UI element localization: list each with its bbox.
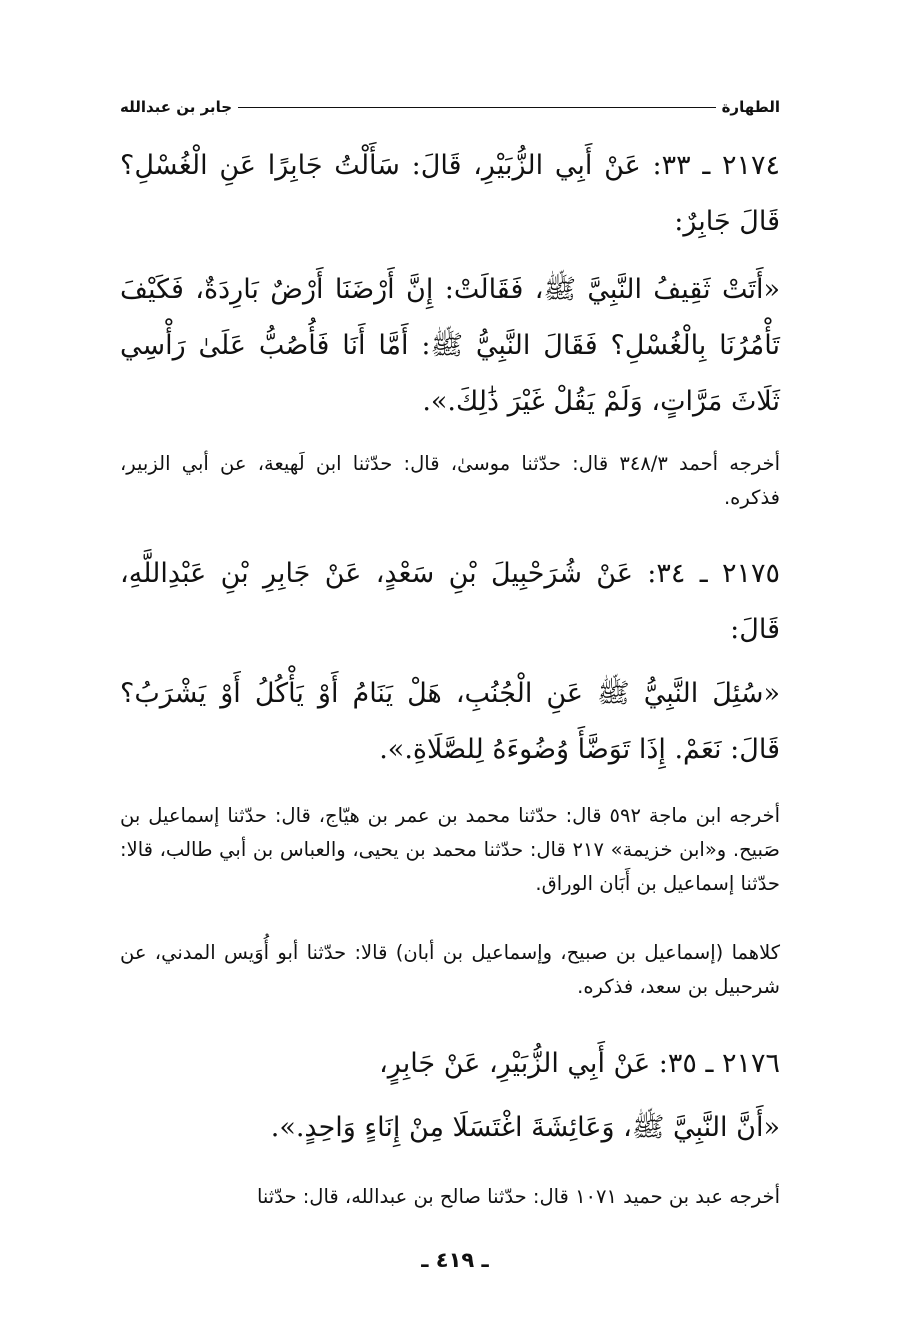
takhrij-2176: أخرجه عبد بن حميد ١٠٧١ قال: حدّثنا صالح بن عبدالله، قال: حدّثنا (256, 1185, 780, 1208)
hadith-2174-chain: ٢١٧٤ ـ ٣٣: عَنْ أَبِي الزُّبَيْرِ، قَالَ: سَأَلْتُ جَابِرًا عَنِ الْغُسْلِ؟ قَالَ جَابِرٌ: (120, 150, 781, 237)
hadith-2175-text: «سُئِلَ النَّبِيُّ ﷺ عَنِ الْجُنُبِ، هَلْ يَنَامُ أَوْ يَأْكُلُ أَوْ يَشْرَبُ؟ قَالَ: نَعَمْ. إِذَا تَوَضَّأَ وُضُوءَهُ لِلصَّلَاةِ.». (120, 678, 780, 765)
hadith-2176-text: «أَنَّ النَّبِيَّ ﷺ، وَعَائِشَةَ اغْتَسَلَا مِنْ إِنَاءٍ وَاحِدٍ.». (270, 1112, 780, 1143)
hadith-2174-text: «أَتَتْ ثَقِيفُ النَّبِيَّ ﷺ، فَقَالَتْ: إِنَّ أَرْضَنَا أَرْضٌ بَارِدَةٌ، فَكَيْفَ تَأْمُرُنَا بِالْغُسْلِ؟ فَقَالَ النَّبِيُّ ﷺ: أَمَّا أَنَا فَأُصُبُّ عَلَىٰ رَأْسِي ثَلَاثَ مَرَّاتٍ، وَلَمْ يَقُلْ غَيْرَ ذَٰلِكَ.». (120, 274, 780, 417)
takhrij-2174: أخرجه أحمد ٣٤٨/٣ قال: حدّثنا موسىٰ، قال: حدّثنا ابن لَهيعة، عن أبي الزبير، فذكره. (120, 452, 780, 509)
header-chapter-title: الطهارة (721, 98, 780, 116)
hadith-2175-chain: ٢١٧٥ ـ ٣٤: عَنْ شُرَحْبِيلَ بْنِ سَعْدٍ، عَنْ جَابِرِ بْنِ عَبْدِاللَّهِ، قَالَ: (120, 558, 780, 645)
takhrij-2175-continued: كلاهما (إسماعيل بن صبيح، وإسماعيل بن أبان) قالا: حدّثنا أبو أُوَيس المدني، عن شرحبيل بن سعد، فذكره. (120, 941, 780, 998)
header-section-title: جابر بن عبدالله (120, 98, 233, 116)
takhrij-2175: أخرجه ابن ماجة ٥٩٢ قال: حدّثنا محمد بن عمر بن هيّاج، قال: حدّثنا إسماعيل بن صَبيح. و«ابن خزيمة» ٢١٧ قال: حدّثنا محمد بن يحيى، والعباس بن أبي طالب، قالا: حدّثنا إسماعيل بن أَبَان الوراق. (120, 804, 781, 895)
header-rule (238, 107, 716, 108)
running-header (120, 96, 780, 118)
page-number: ـ ٤١٩ ـ (421, 1248, 489, 1272)
hadith-2176-chain: ٢١٧٦ ـ ٣٥: عَنْ أَبِي الزُّبَيْرِ، عَنْ جَابِرٍ، (379, 1048, 780, 1079)
